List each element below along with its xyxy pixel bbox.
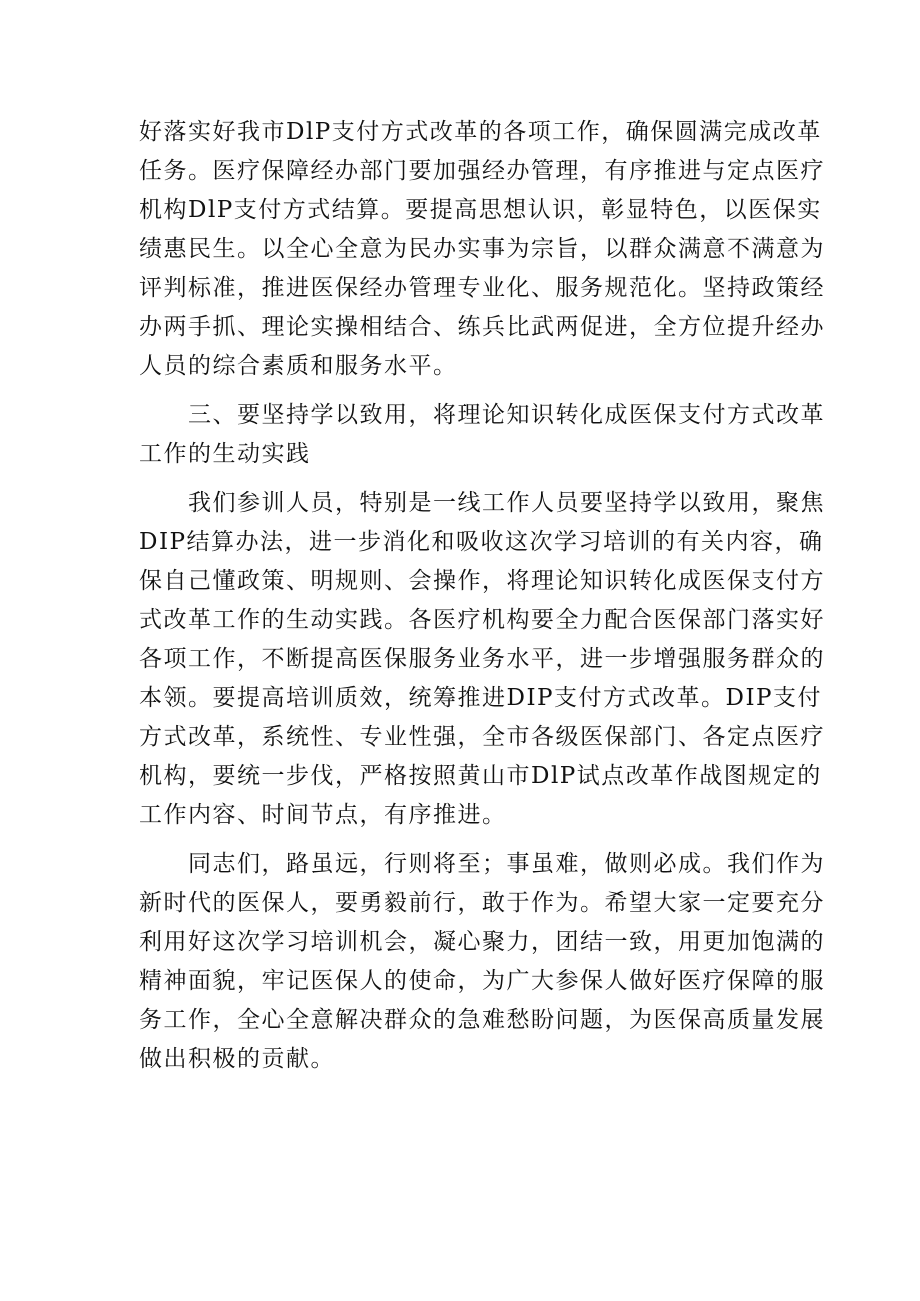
section-heading-line: 三、要坚持学以致用，将理论知识转化成医保支付方式改革 [139,402,825,428]
text-line: DIP结算办法，进一步消化和吸收这次学习培训的有关内容，确 [139,529,824,555]
text-line: 各项工作，不断提高医保服务业务水平，进一步增强服务群众的 [139,646,825,672]
text-line: 务工作，全心全意解决群众的急难愁盼问题，为医保高质量发展 [139,1007,825,1033]
text-line: 办两手抓、理论实操相结合、练兵比武两促进，全方位提升经办 [139,314,825,340]
text-line: 绩惠民生。以全心全意为民办实事为宗旨，以群众满意不满意为 [139,236,825,262]
text-line: 人员的综合素质和服务水平。 [139,353,458,379]
text-line: 式改革工作的生动实践。各医疗机构要全力配合医保部门落实好 [139,607,825,633]
text-line: 评判标准，推进医保经办管理专业化、服务规范化。坚持政策经 [139,275,825,301]
text-line: 工作内容、时间节点，有序推进。 [139,802,507,828]
text-line: 方式改革，系统性、专业性强，全市各级医保部门、各定点医疗 [139,724,825,750]
paragraph-gap [139,835,789,845]
paragraph-gap [139,474,789,484]
paragraph-gap [139,386,789,396]
text-line: 同志们，路虽远，行则将至；事虽难，做则必成。我们作为 [139,851,825,877]
text-line: 保自己懂政策、明规则、会操作，将理论知识转化成医保支付方 [139,568,825,594]
section-heading-line: 工作的生动实践 [139,441,311,467]
text-line: 机构，要统一步伐，严格按照黄山市DlP试点改革作战图规定的 [139,763,822,789]
text-line: 新时代的医保人，要勇毅前行，敢于作为。希望大家一定要充分 [139,890,825,916]
text-line: 精神面貌，牢记医保人的使命，为广大参保人做好医疗保障的服 [139,968,825,994]
text-line: 本领。要提高培训质效，统筹推进DIP支付方式改革。DIP支付 [139,685,823,711]
text-line: 做出积极的贡献。 [139,1046,335,1072]
text-line: 好落实好我市DlP支付方式改革的各项工作，确保圆满完成改革 [139,119,822,145]
text-line: 我们参训人员，特别是一线工作人员要坚持学以致用，聚焦 [139,490,825,516]
document-body [139,113,825,1079]
text-line: 利用好这次学习培训机会，凝心聚力，团结一致，用更加饱满的 [139,929,825,955]
text-line: 机构DlP支付方式结算。要提高思想认识，彰显特色，以医保实 [139,197,822,223]
text-line: 任务。医疗保障经办部门要加强经办管理，有序推进与定点医疗 [139,158,825,184]
